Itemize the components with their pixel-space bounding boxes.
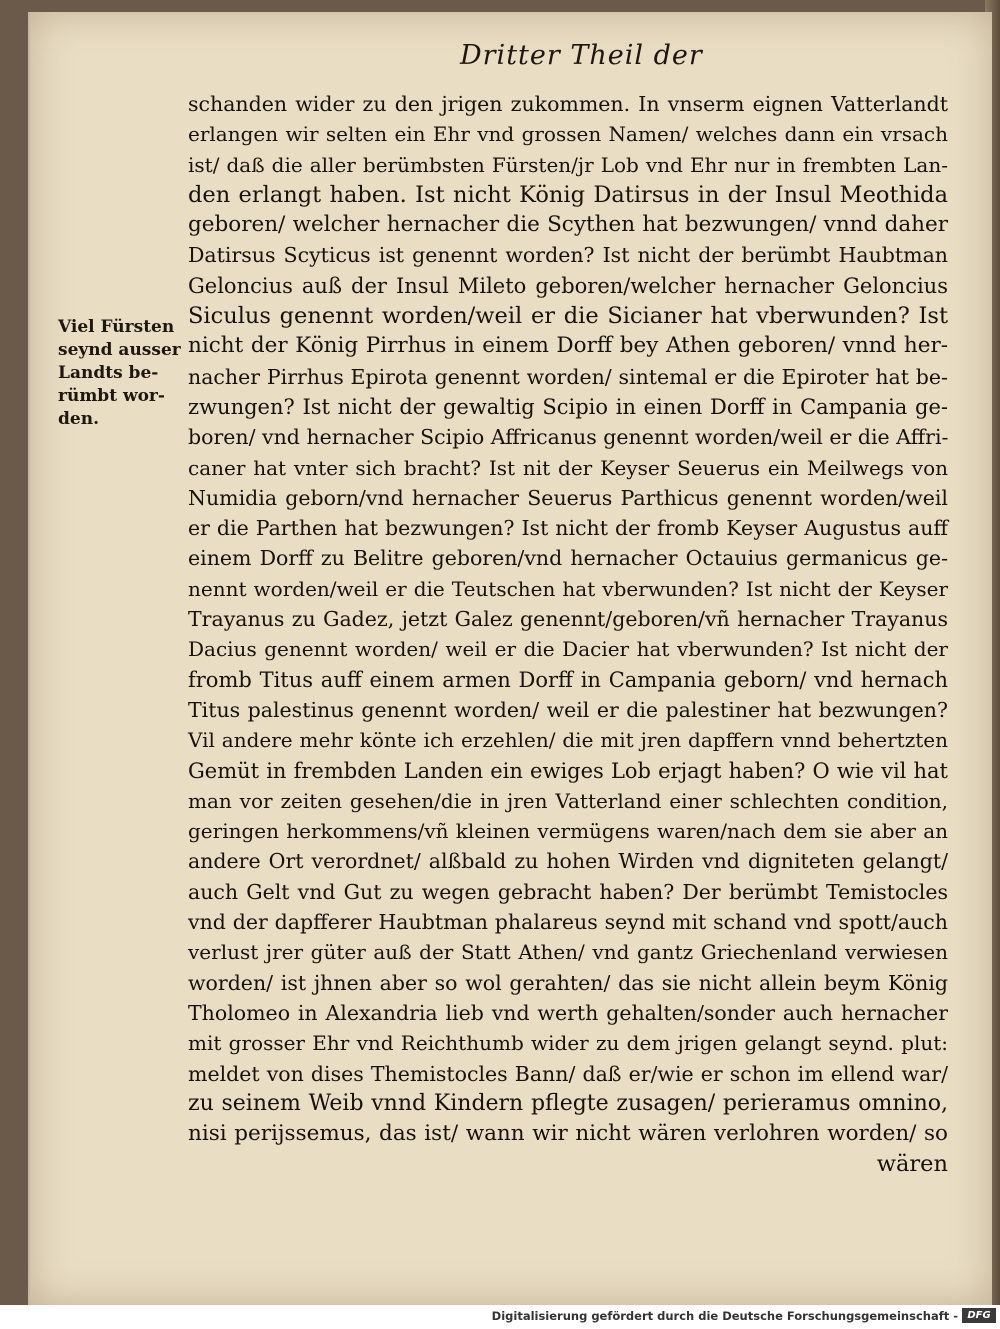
text-line: mit grosser Ehr vnd Reichthumb wider zu dem jrigen gelangt seynd. plut: [188, 1031, 948, 1056]
text-line: auch Gelt vnd Gut zu wegen gebracht haben? Der berümbt Temistocles [188, 879, 948, 904]
text-line: erlangen wir selten ein Ehr vnd grossen Namen/ welches dann ein vrsach [188, 122, 948, 147]
text-line: zwungen? Ist nicht der gewaltig Scipio in einen Dorff in Campania ge- [188, 394, 948, 419]
marginal-note-line: rümbt wor- [58, 386, 165, 406]
text-line: er die Parthen hat bezwungen? Ist nicht der fromb Keyser Augustus auff [188, 516, 948, 541]
dfg-logo-icon: DFG [962, 1308, 996, 1323]
running-header: Dritter Theil der [460, 40, 703, 71]
marginal-note-line: seynd ausser [58, 340, 181, 360]
text-line: vnd der dapfferer Haubtman phalareus seynd mit schand vnd spott/auch [188, 910, 948, 935]
text-line: geringen herkommens/vñ kleinen vermügens waren/nach dem sie aber an [188, 819, 948, 844]
text-line: boren/ vnd hernacher Scipio Affricanus genennt worden/weil er die Affri- [188, 425, 949, 450]
catchword: wären [876, 1151, 948, 1178]
text-line: nicht der König Pirrhus in einem Dorff bey Athen geboren/ vnnd her- [188, 333, 948, 359]
text-line: Geloncius auß der Insul Mileto geboren/welcher hernacher Geloncius [188, 273, 948, 298]
text-line: Datirsus Scyticus ist genennt worden? Ist nicht der berümbt Haubtman [188, 243, 948, 268]
text-line: fromb Titus auff einem armen Dorff in Campania geborn/ vnd hernach [188, 667, 948, 692]
text-line: man vor zeiten gesehen/die in jren Vatterland einer schlechten condition, [188, 788, 948, 813]
marginal-note-line: Landts be- [58, 363, 159, 383]
text-line: zu seinem Weib vnnd Kindern pflegte zusagen/ perieramus omnino, [188, 1090, 948, 1116]
text-line: nennt worden/weil er die Teutschen hat vberwunden? Ist nicht der Keyser [188, 576, 948, 601]
text-line: worden/ ist jhnen aber so wol gerahten/ das sie nicht allein beym König [188, 970, 948, 995]
text-line: schanden wider zu den jrigen zukommen. In vnserm eignen Vatterlandt [188, 92, 948, 116]
marginal-note-line: den. [58, 409, 99, 429]
marginal-note [58, 316, 208, 431]
text-line: nisi perijssemus, das ist/ wann wir nicht wären verlohren worden/ so [188, 1121, 948, 1147]
text-line: einem Dorff zu Belitre geboren/vnd hernacher Octauius germanicus ge- [188, 546, 948, 571]
text-line: Siculus genennt worden/weil er die Sicianer hat vberwunden? Ist [188, 303, 948, 330]
text-line: Gemüt in frembden Landen ein ewiges Lob erjagt haben? O wie vil hat [188, 758, 948, 783]
text-line: Tholomeo in Alexandria lieb vnd werth gehalten/sonder auch hernacher [188, 1000, 948, 1025]
body-text [188, 89, 948, 1180]
text-line: Dacius genennt worden/ weil er die Dacier hat vberwunden? Ist nicht der [188, 637, 948, 662]
text-line: geboren/ welcher hernacher die Scythen hat bezwungen/ vnnd daher [188, 212, 948, 238]
text-line: Titus palestinus genennt worden/ weil er die palestiner hat bezwungen? [188, 697, 948, 722]
text-line: ist/ daß die aller berümbsten Fürsten/jr Lob vnd Ehr nur in frembten Lan- [188, 152, 948, 177]
text-line: andere Ort verordnet/ alßbald zu hohen Wirden vnd digniteten gelangt/ [188, 849, 948, 874]
text-line: nacher Pirrhus Epirota genennt worden/ sintemal er die Epiroter hat be- [188, 364, 948, 389]
text-line: verlust jrer güter auß der Statt Athen/ vnd gantz Griechenland verwiesen [188, 940, 948, 965]
text-line: den erlangt haben. Ist nicht König Datirsus in der Insul Meothida [188, 181, 948, 208]
text-line: Trayanus zu Gadez, jetzt Galez genennt/geboren/vñ hernacher Trayanus [188, 607, 948, 632]
marginal-note-line: Viel Fürsten [58, 317, 175, 337]
funding-notice: Digitalisierung gefördert durch die Deutsche Forschungsgemeinschaft - [491, 1309, 958, 1323]
text-line: meldet von dises Themistocles Bann/ daß er/wie er schon im ellend war/ [188, 1061, 948, 1086]
text-line: Numidia geborn/vnd hernacher Seuerus Parthicus genennt worden/weil [188, 485, 948, 510]
text-line: caner hat vnter sich bracht? Ist nit der Keyser Seuerus ein Meilwegs von [188, 455, 948, 480]
text-line: Vil andere mehr könte ich erzehlen/ die mit jren dapffern vnnd behertzten [188, 728, 948, 753]
